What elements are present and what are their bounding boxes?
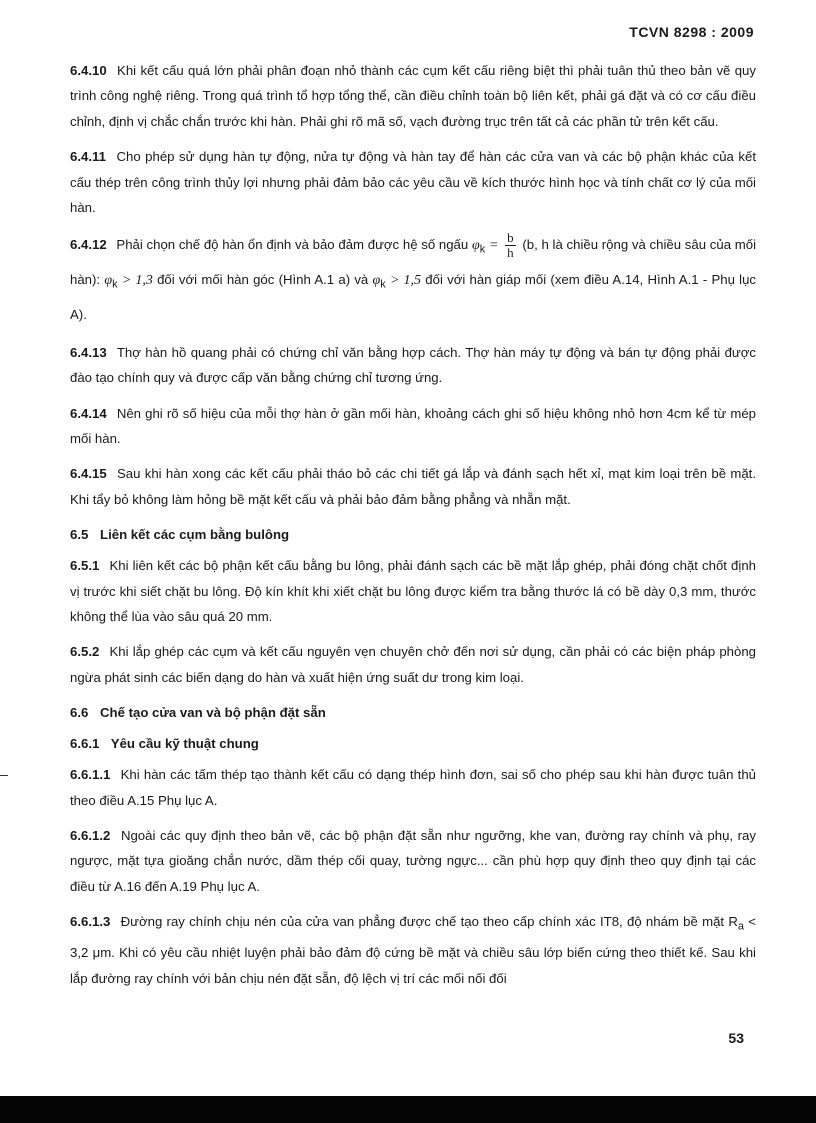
clause-6-6-1-2 (70, 823, 756, 899)
clause-6-4-15 (70, 461, 756, 512)
clause-text: Khi kết cấu quá lớn phải phân đoạn nhỏ thành các cụm kết cấu riêng biệt thì phải tuân thủ theo bản vẽ quy trình công nghệ riêng. Trong quá trình tổ hợp tổng thể, cần điều chỉnh toàn bộ liên kết, phải gá đặt và có cơ cấu điều chỉnh, định vị chắc chắn trước khi hàn. Phải ghi rõ mã số, vạch đường trục trên tất cả các phần tử trên kết cấu. (70, 63, 756, 129)
clause-6-6-1-3 (70, 909, 756, 991)
clause-text: đối với hàn giáp mối (xem điều A.14, Hình A.1 - Phụ lục A). (70, 272, 757, 322)
fraction-b-over-h (505, 231, 516, 260)
condition-butt: > 1,5 (390, 273, 422, 289)
section-title: Yêu cầu kỹ thuật chung (110, 736, 259, 752)
clause-number: 6.4.11 (70, 149, 106, 165)
fraction-denominator: h (507, 245, 514, 261)
phi-symbol: φ (104, 273, 113, 289)
clause-6-4-10 (70, 58, 756, 134)
clause-text: Khi liên kết các bộ phận kết cấu bằng bu lông, phải đánh sạch các bề mặt lắp ghép, phải đóng chặt chốt định vị trước khi siết chặt bu lông. Độ kín khít khi xiết chặt bu lông được kiểm tra bằng thước lá có bề dày 0,3 mm, thước không thể lùa vào sâu quá 20 mm. (70, 558, 756, 624)
clause-number: 6.4.12 (70, 237, 107, 253)
clause-number: 6.4.13 (70, 344, 107, 360)
section-title: Chế tạo cửa van và bộ phận đặt sẵn (100, 705, 326, 721)
clause-number: 6.6.1.2 (70, 828, 111, 843)
clause-6-4-13 (70, 340, 756, 391)
clause-text: Cho phép sử dụng hàn tự động, nửa tự động và hàn tay để hàn các cửa van và các bộ phận khác của kết cấu thép trên công trình thủy lợi nhưng phải đảm bảo các yêu cầu về kích thước hình học và tính chất cơ lý của mối hàn. (70, 149, 756, 216)
clause-6-5-1 (70, 553, 756, 629)
section-heading-6-5 (70, 522, 756, 547)
document-header: TCVN 8298 : 2009 (629, 24, 754, 40)
clause-number: 6.4.14 (70, 405, 107, 421)
section-heading-6-6 (70, 700, 756, 725)
subscript-k: k (380, 278, 386, 291)
clause-number: 6.4.10 (70, 63, 107, 78)
section-number: 6.5 (70, 527, 89, 543)
clause-6-4-12 (70, 230, 756, 329)
clause-number: 6.6.1.3 (70, 914, 111, 930)
phi-symbol: φ (372, 273, 381, 289)
scan-bottom-bar (0, 1096, 816, 1123)
clause-number: 6.5.1 (70, 558, 100, 574)
clause-6-4-14 (70, 401, 756, 452)
subscript-k: k (112, 278, 118, 291)
clause-text: Phải chọn chế độ hàn ổn định và bảo đảm được hệ số ngấu (116, 237, 469, 253)
section-title: Liên kết các cụm bằng bulông (100, 527, 290, 543)
clause-text: (b, h là chiều rộng và chiều sâu của mối hàn): (70, 237, 757, 288)
clause-6-4-11 (70, 144, 756, 220)
clause-text: Đường ray chính chịu nén của cửa van phẳng được chế tạo theo cấp chính xác IT8, độ nhám bề mặt R (120, 914, 738, 930)
clause-6-5-2 (70, 639, 756, 690)
condition-fillet: > 1,3 (121, 273, 153, 289)
clause-number: 6.5.2 (70, 644, 100, 660)
clause-text: đối với mối hàn góc (Hình A.1 a) và (157, 272, 369, 288)
subscript-a: a (737, 920, 745, 933)
clause-text: Nên ghi rõ số hiệu của mỗi thợ hàn ở gần mối hàn, khoảng cách ghi số hiệu không nhỏ hơn 4cm kể từ mép mối hàn. (70, 405, 756, 446)
section-number: 6.6.1 (70, 736, 100, 752)
clause-text: Sau khi hàn xong các kết cấu phải tháo bỏ các chi tiết gá lắp và đánh sạch hết xỉ, mạt kim loại trên bề mặt. Khi tẩy bỏ không làm hỏng bề mặt kết cấu và phải bảo đảm bằng phẳng và nhẵn mặt. (70, 466, 756, 507)
clause-text: Ngoài các quy định theo bản vẽ, các bộ phận đặt sẵn như ngưỡng, khe van, đường ray chính và phụ, ray ngược, mặt tựa gioăng chắn nước, dầm thép cối quay, tường ngực... cần phù hợp quy định theo quy định tại các điều từ A.16 đến A.19 Phụ lục A. (70, 828, 756, 894)
clause-number: 6.4.15 (70, 466, 107, 482)
clause-number: 6.6.1.1 (70, 767, 111, 783)
scan-margin-mark (0, 775, 8, 776)
clause-text: < 3,2 μm. Khi có yêu cầu nhiệt luyện phải bảo đảm độ cứng bề mặt và chiều sâu lớp biến cứng theo thiết kế. Sau khi lắp đường ray chính với bản chịu nén đặt sẵn, độ lệch vị trí các mối nối đối (70, 914, 756, 986)
phi-symbol: φ (471, 238, 480, 254)
clause-text: Thợ hàn hồ quang phải có chứng chỉ văn bằng hợp cách. Thợ hàn máy tự động và bán tự động phải được đào tạo chính quy và được cấp văn bằng chứng chỉ tương ứng. (70, 344, 756, 386)
clause-text: Khi hàn các tấm thép tạo thành kết cấu có dạng thép hình đơn, sai số cho phép sau khi hàn được tuân thủ theo điều A.15 Phụ lục A. (70, 767, 756, 808)
section-heading-6-6-1 (70, 731, 756, 756)
fraction-numerator: b (507, 230, 514, 246)
subscript-k: k (479, 244, 486, 257)
equals-sign: = (488, 238, 499, 254)
page-body (70, 58, 756, 1001)
section-number: 6.6 (70, 705, 89, 721)
clause-text: Khi lắp ghép các cụm và kết cấu nguyên vẹn chuyên chở đến nơi sử dụng, cần phải có các biện pháp phòng ngừa phát sinh các biến dạng do hàn và xuất hiện ứng suất dư trong kim loại. (70, 644, 756, 685)
page-number: 53 (728, 1030, 744, 1046)
clause-6-6-1-1 (70, 762, 756, 813)
